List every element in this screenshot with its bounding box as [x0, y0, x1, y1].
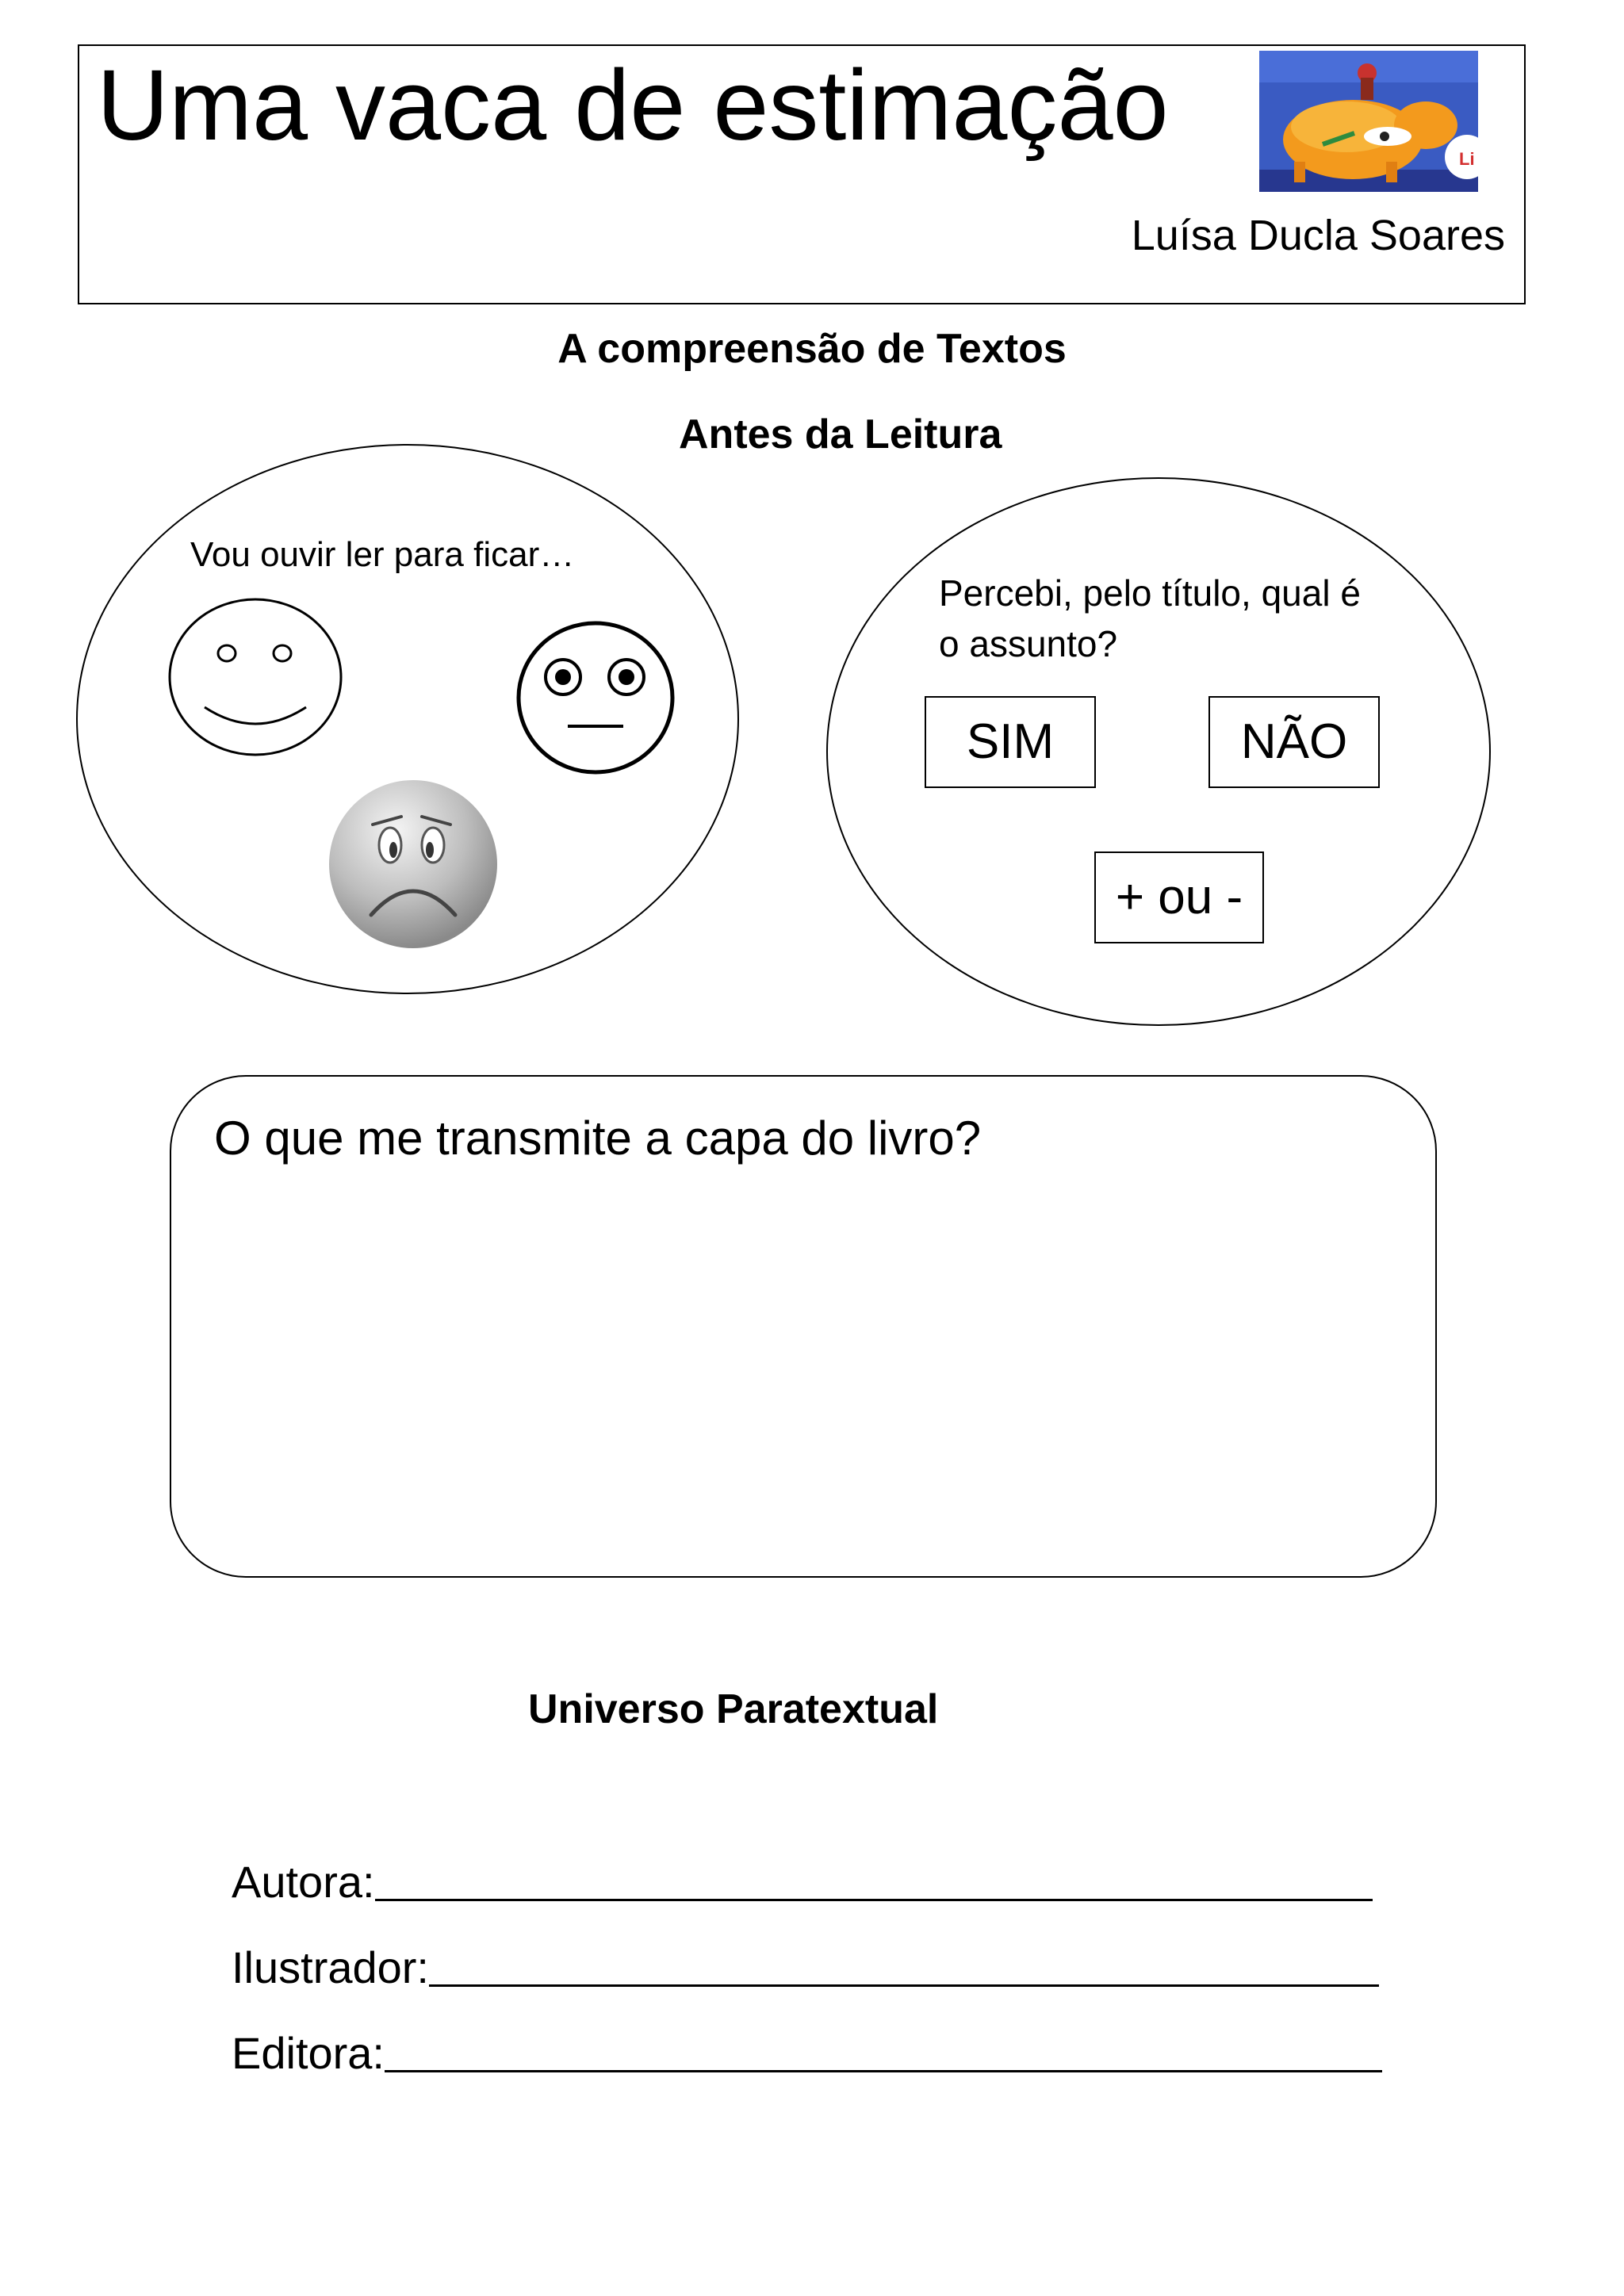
author-field-line[interactable]: [375, 1899, 1373, 1901]
paratext-title: Universo Paratextual: [528, 1686, 939, 1732]
answer-no-box[interactable]: NÃO: [1208, 696, 1380, 788]
section-title: A compreensão de Textos: [557, 326, 1067, 372]
author-field-label: Autora:: [232, 1857, 375, 1907]
happy-face-icon[interactable]: [167, 596, 344, 758]
sad-face-icon[interactable]: [325, 775, 501, 950]
illustrator-field-label: Ilustrador:: [232, 1942, 429, 1992]
author-field: [232, 1857, 1373, 1907]
illustrator-field: [232, 1942, 1379, 1992]
feelings-prompt: Vou ouvir ler para ficar…: [190, 535, 575, 574]
subsection-title: Antes da Leitura: [679, 411, 1002, 457]
document-title: Uma vaca de estimação: [97, 49, 1169, 161]
answer-yes-box[interactable]: SIM: [925, 696, 1096, 788]
neutral-face-icon[interactable]: [515, 620, 676, 775]
illustrator-field-line[interactable]: [429, 1984, 1379, 1987]
publisher-field-label: Editora:: [232, 2028, 385, 2078]
publisher-field: [232, 2028, 1382, 2078]
publisher-field-line[interactable]: [385, 2070, 1382, 2072]
title-question: Percebi, pelo título, qual é o assunto?: [939, 572, 1361, 664]
svg-text:Li: Li: [1459, 149, 1475, 169]
author-name: Luísa Ducla Soares: [1131, 212, 1505, 259]
cover-question: O que me transmite a capa do livro?: [214, 1112, 982, 1165]
book-cover-image: [1259, 51, 1478, 192]
answer-more-or-less-box[interactable]: + ou -: [1094, 851, 1264, 943]
